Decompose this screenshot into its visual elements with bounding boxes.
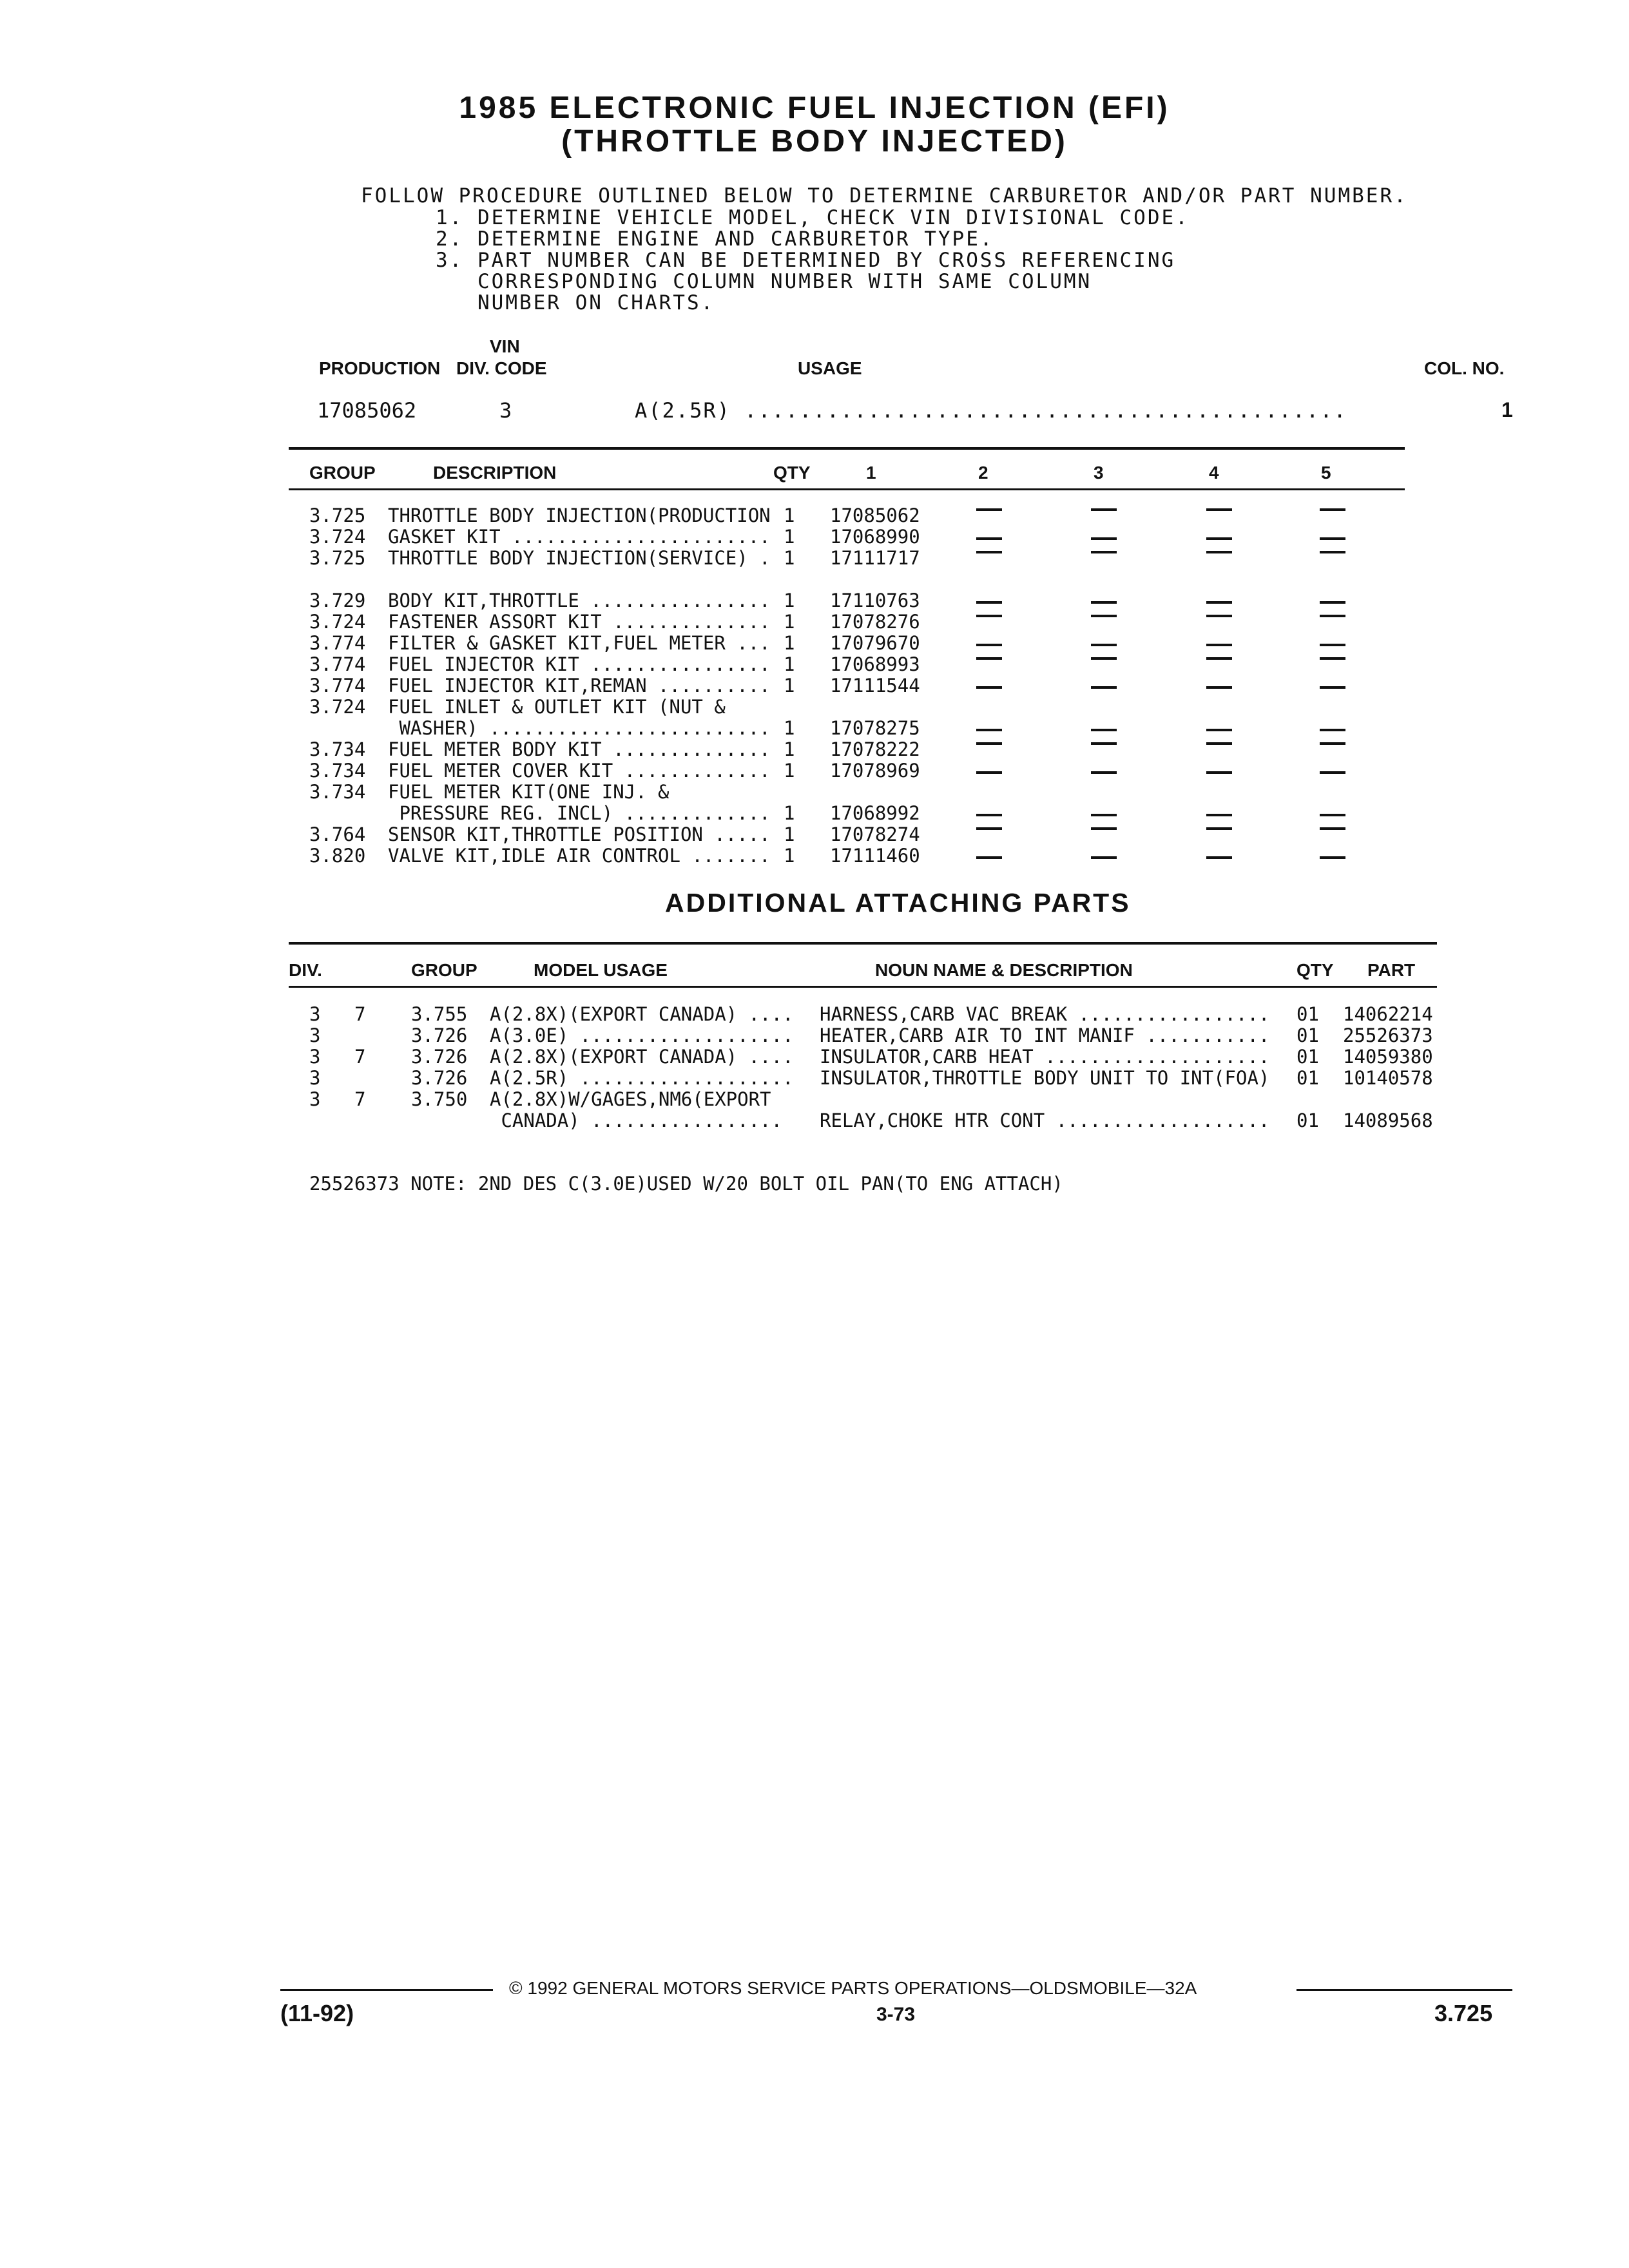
part-qty: 1 <box>784 590 795 611</box>
additional-noun: RELAY,CHOKE HTR CONT ................... <box>820 1110 1270 1131</box>
additional-qty: 01 <box>1296 1110 1319 1131</box>
not-applicable-dash <box>976 601 1002 604</box>
part-description: FILTER & GASKET KIT,FUEL METER ... <box>388 632 771 654</box>
not-applicable-dash <box>1320 601 1345 604</box>
additional-top-rule <box>289 942 1437 945</box>
additional-model-usage: A(2.8X)(EXPORT CANADA) .... <box>490 1003 794 1025</box>
not-applicable-dash <box>1320 644 1345 646</box>
not-applicable-dash <box>1091 644 1117 646</box>
footer-section-number: 3.725 <box>1434 2000 1493 2026</box>
part-description: GASKET KIT ....................... <box>388 526 771 548</box>
part-qty: 1 <box>784 760 795 782</box>
part-group: 3.774 <box>309 675 366 697</box>
additional-part-header: PART <box>1367 960 1416 980</box>
part-group: 3.724 <box>309 696 366 718</box>
not-applicable-dash <box>976 827 1002 830</box>
not-applicable-dash <box>1091 856 1117 859</box>
part-description: BODY KIT,THROTTLE ................ <box>388 590 771 611</box>
page-subtitle: (THROTTLE BODY INJECTED) <box>561 124 1068 159</box>
additional-qty: 01 <box>1296 1024 1319 1046</box>
usage-value: A(2.5R) ............................................ <box>635 398 1347 423</box>
parts-col2-header: 2 <box>978 463 988 483</box>
parts-col3-header: 3 <box>1094 463 1104 483</box>
not-applicable-dash <box>1320 771 1345 774</box>
not-applicable-dash <box>976 537 1002 540</box>
part-description: PRESSURE REG. INCL) ............. <box>388 802 771 824</box>
div-code-header: DIV. CODE <box>456 358 547 378</box>
not-applicable-dash <box>976 551 1002 553</box>
additional-qty: 01 <box>1296 1046 1319 1068</box>
additional-group: 3.726 <box>411 1046 468 1068</box>
additional-qty: 01 <box>1296 1067 1319 1089</box>
additional-group: 3.726 <box>411 1024 468 1046</box>
not-applicable-dash <box>976 615 1002 617</box>
not-applicable-dash <box>1320 657 1345 660</box>
part-group: 3.725 <box>309 505 366 526</box>
not-applicable-dash <box>1091 814 1117 816</box>
additional-div-secondary: 7 <box>354 1046 366 1068</box>
parts-col1-header: 1 <box>866 463 876 483</box>
not-applicable-dash <box>1320 615 1345 617</box>
additional-model-usage-header: MODEL USAGE <box>534 960 668 980</box>
not-applicable-dash <box>1206 601 1232 604</box>
part-description: FUEL INJECTOR KIT,REMAN .......... <box>388 675 771 697</box>
not-applicable-dash <box>976 814 1002 816</box>
additional-model-usage: A(2.8X)(EXPORT CANADA) .... <box>490 1046 794 1068</box>
part-number-col1: 17068990 <box>830 526 920 548</box>
part-qty: 1 <box>784 802 795 824</box>
additional-group: 3.726 <box>411 1067 468 1089</box>
not-applicable-dash <box>976 729 1002 731</box>
vin-header: VIN <box>490 336 520 356</box>
additional-div-secondary: 7 <box>354 1003 366 1025</box>
not-applicable-dash <box>1091 729 1117 731</box>
additional-qty-header: QTY <box>1296 960 1334 980</box>
instruction-step: 2. DETERMINE ENGINE AND CARBURETOR TYPE. <box>436 227 994 251</box>
not-applicable-dash <box>1091 827 1117 830</box>
additional-div: 3 <box>309 1088 321 1110</box>
not-applicable-dash <box>1091 742 1117 745</box>
not-applicable-dash <box>976 771 1002 774</box>
additional-div-secondary: 7 <box>354 1088 366 1110</box>
footer-copyright: © 1992 GENERAL MOTORS SERVICE PARTS OPERATIONS—OLDSMOBILE—32A <box>509 1978 1197 1998</box>
not-applicable-dash <box>1206 686 1232 689</box>
additional-div: 3 <box>309 1024 321 1046</box>
part-group: 3.724 <box>309 611 366 633</box>
parts-table-top-rule <box>289 447 1405 450</box>
not-applicable-dash <box>1206 657 1232 660</box>
additional-div-header: DIV. <box>289 960 322 980</box>
part-qty: 1 <box>784 738 795 760</box>
parts-col4-header: 4 <box>1209 463 1219 483</box>
instruction-step: CORRESPONDING COLUMN NUMBER WITH SAME COLUMN <box>436 270 1092 293</box>
not-applicable-dash <box>1091 551 1117 553</box>
part-group: 3.774 <box>309 653 366 675</box>
part-qty: 1 <box>784 653 795 675</box>
part-group: 3.734 <box>309 760 366 782</box>
production-header: PRODUCTION <box>319 358 441 378</box>
part-group: 3.820 <box>309 845 366 867</box>
not-applicable-dash <box>1091 508 1117 511</box>
part-description: WASHER) ......................... <box>388 717 771 739</box>
not-applicable-dash <box>976 686 1002 689</box>
col-no-value: 1 <box>1501 398 1513 421</box>
part-description: THROTTLE BODY INJECTION(PRODUCTION <box>388 505 771 526</box>
part-description: THROTTLE BODY INJECTION(SERVICE) . <box>388 547 771 569</box>
part-qty: 1 <box>784 717 795 739</box>
additional-header-rule <box>289 986 1437 988</box>
part-group: 3.764 <box>309 823 366 845</box>
instruction-step: NUMBER ON CHARTS. <box>436 291 715 314</box>
not-applicable-dash <box>1206 827 1232 830</box>
parts-table-header-rule <box>289 488 1405 490</box>
part-group: 3.734 <box>309 781 366 803</box>
instruction-step: 3. PART NUMBER CAN BE DETERMINED BY CROSS REFERENCING <box>436 249 1176 272</box>
additional-noun-header: NOUN NAME & DESCRIPTION <box>875 960 1133 980</box>
not-applicable-dash <box>1320 729 1345 731</box>
instructions-intro: FOLLOW PROCEDURE OUTLINED BELOW TO DETERMINE CARBURETOR AND/OR PART NUMBER. <box>361 184 1408 207</box>
additional-part-number: 10140578 <box>1343 1067 1433 1089</box>
additional-group: 3.755 <box>411 1003 468 1025</box>
not-applicable-dash <box>1206 508 1232 511</box>
part-number-col1: 17085062 <box>830 505 920 526</box>
footer-date: (11-92) <box>280 2000 354 2026</box>
not-applicable-dash <box>1091 686 1117 689</box>
not-applicable-dash <box>1206 615 1232 617</box>
additional-group: 3.750 <box>411 1088 468 1110</box>
additional-model-usage: A(2.5R) ................... <box>490 1067 794 1089</box>
not-applicable-dash <box>1320 508 1345 511</box>
not-applicable-dash <box>1206 729 1232 731</box>
usage-header: USAGE <box>798 358 862 378</box>
not-applicable-dash <box>1091 537 1117 540</box>
parts-qty-header: QTY <box>773 463 811 483</box>
not-applicable-dash <box>1091 601 1117 604</box>
part-number-col1: 17111544 <box>830 675 920 697</box>
additional-part-number: 14089568 <box>1343 1110 1433 1131</box>
part-number-col1: 17111460 <box>830 845 920 867</box>
div-code-value: 3 <box>499 398 512 423</box>
additional-part-number: 25526373 <box>1343 1024 1433 1046</box>
additional-noun: INSULATOR,THROTTLE BODY UNIT TO INT(FOA) <box>820 1067 1270 1089</box>
not-applicable-dash <box>1091 771 1117 774</box>
part-number-col1: 17111717 <box>830 547 920 569</box>
parts-col5-header: 5 <box>1321 463 1331 483</box>
parts-description-header: DESCRIPTION <box>433 463 557 483</box>
part-group: 3.729 <box>309 590 366 611</box>
not-applicable-dash <box>1206 742 1232 745</box>
additional-part-number: 14059380 <box>1343 1046 1433 1068</box>
not-applicable-dash <box>1091 615 1117 617</box>
not-applicable-dash <box>1206 644 1232 646</box>
not-applicable-dash <box>1206 537 1232 540</box>
part-qty: 1 <box>784 845 795 867</box>
additional-model-usage: CANADA) ................. <box>490 1110 782 1131</box>
part-qty: 1 <box>784 505 795 526</box>
part-group: 3.725 <box>309 547 366 569</box>
not-applicable-dash <box>1206 856 1232 859</box>
not-applicable-dash <box>976 508 1002 511</box>
production-number: 17085062 <box>317 398 417 423</box>
additional-div: 3 <box>309 1003 321 1025</box>
additional-noun: INSULATOR,CARB HEAT .................... <box>820 1046 1270 1068</box>
footer-left-rule <box>280 1989 493 1991</box>
additional-div: 3 <box>309 1067 321 1089</box>
part-qty: 1 <box>784 611 795 633</box>
not-applicable-dash <box>1320 814 1345 816</box>
part-description: FUEL METER COVER KIT ............. <box>388 760 771 782</box>
part-group: 3.734 <box>309 738 366 760</box>
footer-page-number: 3-73 <box>876 2004 916 2025</box>
part-number-col1: 17078275 <box>830 717 920 739</box>
not-applicable-dash <box>1320 537 1345 540</box>
col-no-header: COL. NO. <box>1424 358 1505 378</box>
not-applicable-dash <box>1206 814 1232 816</box>
part-number-col1: 17078222 <box>830 738 920 760</box>
part-number-col1: 17068993 <box>830 653 920 675</box>
page-title: 1985 ELECTRONIC FUEL INJECTION (EFI) <box>459 91 1170 125</box>
additional-div: 3 <box>309 1046 321 1068</box>
part-number-col1: 17068992 <box>830 802 920 824</box>
additional-note: 25526373 NOTE: 2ND DES C(3.0E)USED W/20 BOLT OIL PAN(TO ENG ATTACH) <box>309 1173 1063 1195</box>
additional-model-usage: A(2.8X)W/GAGES,NM6(EXPORT <box>490 1088 771 1110</box>
not-applicable-dash <box>976 644 1002 646</box>
part-description: FASTENER ASSORT KIT .............. <box>388 611 771 633</box>
not-applicable-dash <box>1320 551 1345 553</box>
part-number-col1: 17078969 <box>830 760 920 782</box>
not-applicable-dash <box>1320 856 1345 859</box>
not-applicable-dash <box>1091 657 1117 660</box>
part-description: FUEL METER KIT(ONE INJ. & <box>388 781 670 803</box>
additional-group-header: GROUP <box>411 960 477 980</box>
part-qty: 1 <box>784 675 795 697</box>
not-applicable-dash <box>976 742 1002 745</box>
parts-group-header: GROUP <box>309 463 376 483</box>
not-applicable-dash <box>976 657 1002 660</box>
part-number-col1: 17078276 <box>830 611 920 633</box>
part-group: 3.774 <box>309 632 366 654</box>
additional-title: ADDITIONAL ATTACHING PARTS <box>665 888 1131 918</box>
not-applicable-dash <box>1320 686 1345 689</box>
part-qty: 1 <box>784 823 795 845</box>
part-qty: 1 <box>784 632 795 654</box>
additional-noun: HARNESS,CARB VAC BREAK ................. <box>820 1003 1270 1025</box>
not-applicable-dash <box>976 856 1002 859</box>
part-qty: 1 <box>784 547 795 569</box>
part-description: VALVE KIT,IDLE AIR CONTROL ....... <box>388 845 771 867</box>
additional-part-number: 14062214 <box>1343 1003 1433 1025</box>
part-number-col1: 17078274 <box>830 823 920 845</box>
part-number-col1: 17079670 <box>830 632 920 654</box>
instruction-step: 1. DETERMINE VEHICLE MODEL, CHECK VIN DIVISIONAL CODE. <box>436 206 1190 229</box>
not-applicable-dash <box>1320 827 1345 830</box>
part-description: FUEL INLET & OUTLET KIT (NUT & <box>388 696 726 718</box>
additional-model-usage: A(3.0E) ................... <box>490 1024 794 1046</box>
additional-qty: 01 <box>1296 1003 1319 1025</box>
part-qty: 1 <box>784 526 795 548</box>
part-description: FUEL INJECTOR KIT ................ <box>388 653 771 675</box>
not-applicable-dash <box>1206 771 1232 774</box>
not-applicable-dash <box>1206 551 1232 553</box>
part-description: FUEL METER BODY KIT .............. <box>388 738 771 760</box>
part-description: SENSOR KIT,THROTTLE POSITION ..... <box>388 823 771 845</box>
part-number-col1: 17110763 <box>830 590 920 611</box>
additional-noun: HEATER,CARB AIR TO INT MANIF ........... <box>820 1024 1270 1046</box>
part-group: 3.724 <box>309 526 366 548</box>
not-applicable-dash <box>1320 742 1345 745</box>
footer-right-rule <box>1296 1989 1512 1991</box>
